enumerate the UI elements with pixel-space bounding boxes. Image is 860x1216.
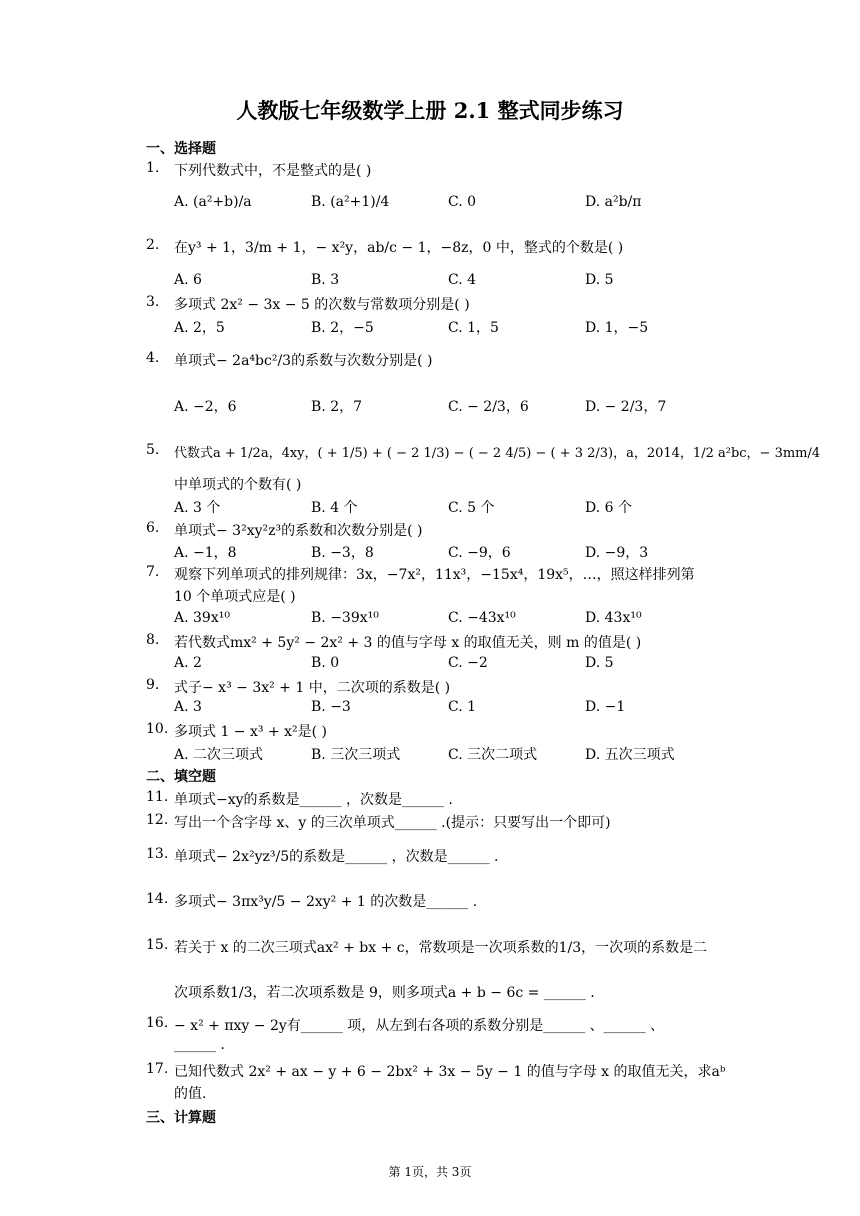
option-b: B. −39x¹⁰: [311, 610, 379, 626]
question-text: 单项式− 2a⁴bc²/3的系数与次数分别是( ): [174, 353, 433, 369]
option-d: D. 五次三项式: [585, 747, 675, 763]
question-number: 14.: [146, 891, 169, 907]
question-text-continued: ______ .: [174, 1037, 225, 1053]
option-d: D. 1，−5: [585, 320, 649, 336]
question-text: 多项式 1 − x³ + x²是( ): [174, 724, 328, 740]
question-text: 观察下列单项式的排列规律：3x，−7x²，11x³，−15x⁴，19x⁵，…，照这样排列第: [174, 567, 695, 583]
option-c: C. −2: [448, 655, 488, 671]
option-c: C. − 2/3，6: [448, 399, 529, 415]
question-number: 13.: [146, 846, 169, 862]
question-number: 4.: [146, 350, 160, 366]
question-text: 若关于 x 的二次三项式ax² + bx + c，常数项是一次项系数的1/3，一次项的系数是二: [174, 940, 708, 956]
question-text-continued: 10 个单项式应是( ): [174, 589, 296, 605]
question-text: 单项式−xy的系数是______ ，次数是______ .: [174, 792, 453, 808]
option-b: B. 3: [311, 272, 340, 288]
option-b: B. 2，−5: [311, 320, 374, 336]
option-a: A. 39x¹⁰: [174, 610, 230, 626]
option-d: D. 5: [585, 655, 614, 671]
option-d: D. −9，3: [585, 545, 649, 561]
option-c: C. −43x¹⁰: [448, 610, 516, 626]
option-a: A. 6: [174, 272, 202, 288]
section-heading-choice: 一、选择题: [146, 141, 216, 157]
question-number: 11.: [146, 789, 169, 805]
question-number: 6.: [146, 520, 160, 536]
question-number: 10.: [146, 721, 169, 737]
option-c: C. 5 个: [448, 500, 495, 516]
question-text-continued: 次项系数1/3，若二次项系数是 9，则多项式a + b − 6c = ______ .: [174, 985, 595, 1001]
option-a: A. 3 个: [174, 500, 221, 516]
question-text: 式子− x³ − 3x² + 1 中，二次项的系数是( ): [174, 680, 451, 696]
option-a: A. (a²+b)/a: [174, 194, 252, 210]
question-text: 在y³ + 1，3/m + 1，− x²y，ab/c − 1，−8z，0 中，整式的个数是( ): [174, 240, 624, 256]
option-d: D. −1: [585, 699, 626, 715]
option-d: D. a²b/π: [585, 194, 642, 210]
question-number: 5.: [146, 442, 160, 458]
question-text: 多项式 2x² − 3x − 5 的次数与常数项分别是( ): [174, 297, 470, 313]
option-a: A. 2: [174, 655, 202, 671]
question-text: 写出一个含字母 x、y 的三次单项式______ .(提示：只要写出一个即可): [174, 815, 611, 831]
option-b: B. −3，8: [311, 545, 374, 561]
option-c: C. 1，5: [448, 320, 499, 336]
option-c: C. −9，6: [448, 545, 511, 561]
question-number: 15.: [146, 937, 169, 953]
question-text: 单项式− 3²xy²z³的系数和次数分别是( ): [174, 523, 423, 539]
option-c: C. 4: [448, 272, 477, 288]
option-c: C. 1: [448, 699, 477, 715]
question-number: 8.: [146, 632, 160, 648]
section-heading-fill: 二、填空题: [146, 769, 216, 785]
question-number: 9.: [146, 677, 160, 693]
question-text: 已知代数式 2x² + ax − y + 6 − 2bx² + 3x − 5y − 1 的值与字母 x 的取值无关，求aᵇ: [174, 1064, 726, 1080]
question-number: 7.: [146, 564, 160, 580]
page-title: 人教版七年级数学上册 2.1 整式同步练习: [236, 98, 624, 123]
question-number: 17.: [146, 1061, 169, 1077]
question-text: 下列代数式中，不是整式的是( ): [174, 163, 372, 179]
option-d: D. 6 个: [585, 500, 632, 516]
option-c: C. 三次二项式: [448, 747, 538, 763]
option-b: B. (a²+1)/4: [311, 194, 390, 210]
question-text: 多项式− 3πx³y/5 − 2xy² + 1 的次数是______ .: [174, 894, 478, 910]
question-text: 单项式− 2x²yz³/5的系数是______ ，次数是______ .: [174, 849, 499, 865]
question-number: 1.: [146, 160, 160, 176]
option-b: B. 2，7: [311, 399, 363, 415]
option-a: A. −2，6: [174, 399, 237, 415]
option-a: A. −1，8: [174, 545, 237, 561]
option-a: A. 二次三项式: [174, 747, 264, 763]
option-d: D. 5: [585, 272, 614, 288]
option-b: B. −3: [311, 699, 351, 715]
question-number: 16.: [146, 1015, 169, 1031]
option-c: C. 0: [448, 194, 477, 210]
option-b: B. 4 个: [311, 500, 358, 516]
page-footer: 第 1页，共 3页: [388, 1165, 472, 1179]
question-number: 3.: [146, 294, 160, 310]
option-a: A. 2，5: [174, 320, 225, 336]
option-a: A. 3: [174, 699, 202, 715]
option-b: B. 0: [311, 655, 340, 671]
question-text-continued: 中单项式的个数有( ): [174, 477, 302, 493]
question-number: 12.: [146, 812, 169, 828]
option-d: D. − 2/3，7: [585, 399, 667, 415]
question-text: − x² + πxy − 2y有______ 项，从左到右各项的系数分别是______ 、______ 、: [174, 1018, 665, 1034]
question-number: 2.: [146, 237, 160, 253]
section-heading-calc: 三、计算题: [146, 1110, 216, 1126]
question-text: 若代数式mx² + 5y² − 2x² + 3 的值与字母 x 的取值无关，则 m 的值是( ): [174, 635, 642, 651]
question-text: 代数式a + 1/2a，4xy，( + 1/5) + ( − 2 1/3) − ( − 2 4/5) − ( + 3 2/3)，a，2014，1/2 a²bc，− 3mm/4: [174, 446, 821, 461]
option-b: B. 三次三项式: [311, 747, 401, 763]
option-d: D. 43x¹⁰: [585, 610, 642, 626]
question-text-continued: 的值.: [174, 1086, 207, 1102]
